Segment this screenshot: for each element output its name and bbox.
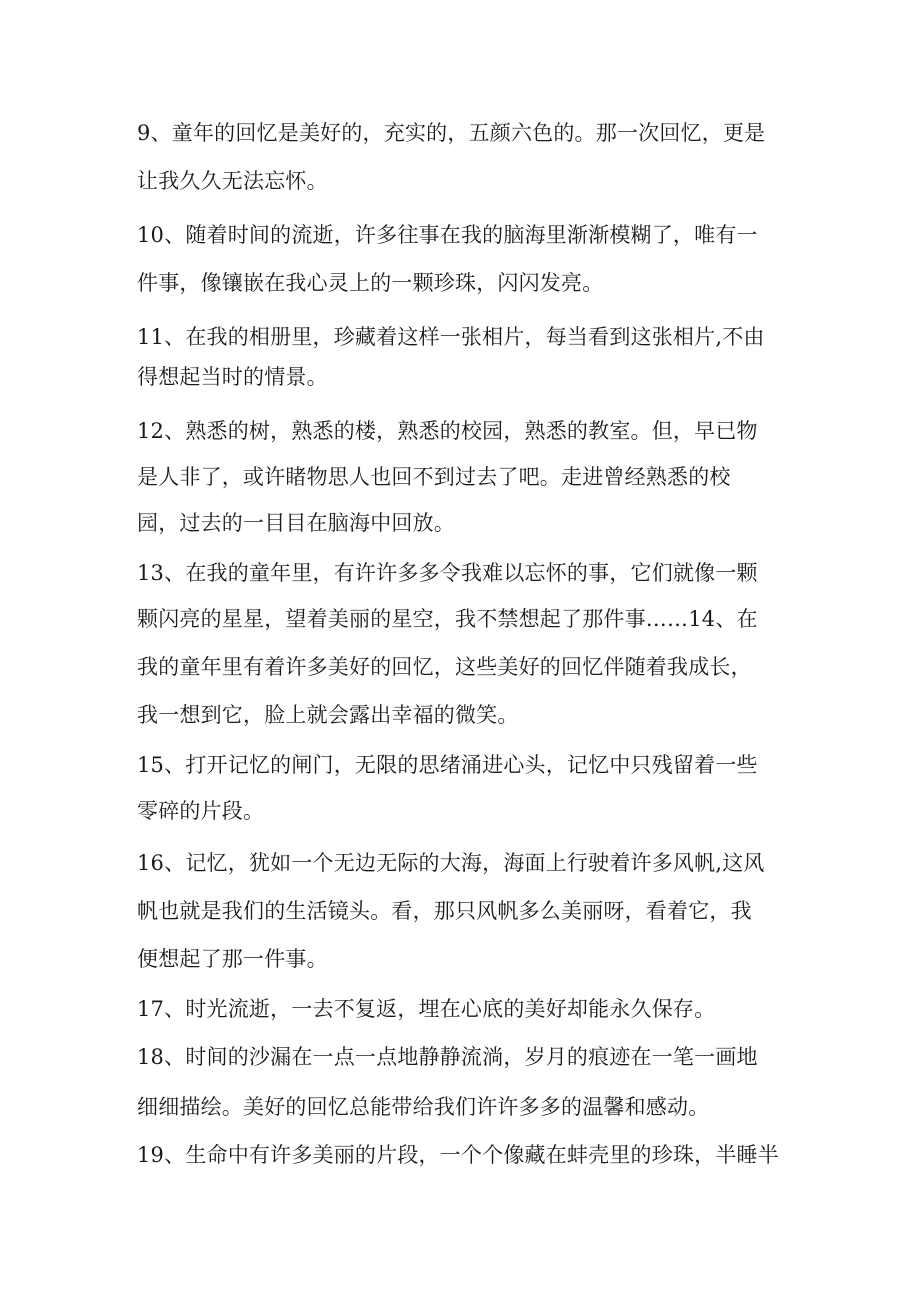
text-line: 件事，像镶嵌在我心灵上的一颗珍珠，闪闪发亮。 (137, 271, 604, 295)
text-line: 园，过去的一目目在脑海中回放。 (137, 511, 455, 535)
text-line: 11、在我的相册里，珍藏着这样一张相片，每当看到这张相片,不由 (137, 325, 765, 349)
text-line: 13、在我的童年里，有许许多多令我难以忘怀的事，它们就像一颗 (137, 561, 758, 585)
text-line: 是人非了，或许睹物思人也回不到过去了吧。走进曾经熟悉的校 (137, 465, 731, 489)
text-line: 让我久久无法忘怀。 (137, 169, 328, 193)
text-line: 19、生命中有许多美丽的片段，一个个像藏在蚌壳里的珍珠，半睡半 (137, 1143, 779, 1167)
text-line: 17、时光流逝，一去不复返，埋在心底的美好却能永久保存。 (137, 997, 716, 1021)
text-line: 我的童年里有着许多美好的回忆，这些美好的回忆伴随着我成长， (137, 655, 752, 679)
text-line: 颗闪亮的星星，望着美丽的星空，我不禁想起了那件事……14、在 (137, 607, 758, 631)
text-line: 便想起了那一件事。 (137, 947, 328, 971)
text-line: 得想起当时的情景。 (137, 365, 328, 389)
text-line: 帆也就是我们的生活镜头。看，那只风帆多么美丽呀，看着它，我 (137, 899, 752, 923)
text-line: 细细描绘。美好的回忆总能带给我们许许多多的温馨和感动。 (137, 1095, 710, 1119)
text-line: 10、随着时间的流逝，许多往事在我的脑海里渐渐模糊了，唯有一 (137, 223, 758, 247)
text-line: 我一想到它，脸上就会露出幸福的微笑。 (137, 703, 519, 727)
text-line: 9、童年的回忆是美好的，充实的，五颜六色的。那一次回忆，更是 (137, 121, 766, 145)
text-line: 零碎的片段。 (137, 799, 265, 823)
text-line: 16、记忆，犹如一个无边无际的大海，海面上行驶着许多风帆,这风 (137, 851, 765, 875)
text-line: 18、时间的沙漏在一点一点地静静流淌，岁月的痕迹在一笔一画地 (137, 1045, 758, 1069)
text-line: 12、熟悉的树，熟悉的楼，熟悉的校园，熟悉的教室。但，早已物 (137, 419, 758, 443)
text-line: 15、打开记忆的闸门，无限的思绪涌进心头，记忆中只残留着一些 (137, 753, 758, 777)
